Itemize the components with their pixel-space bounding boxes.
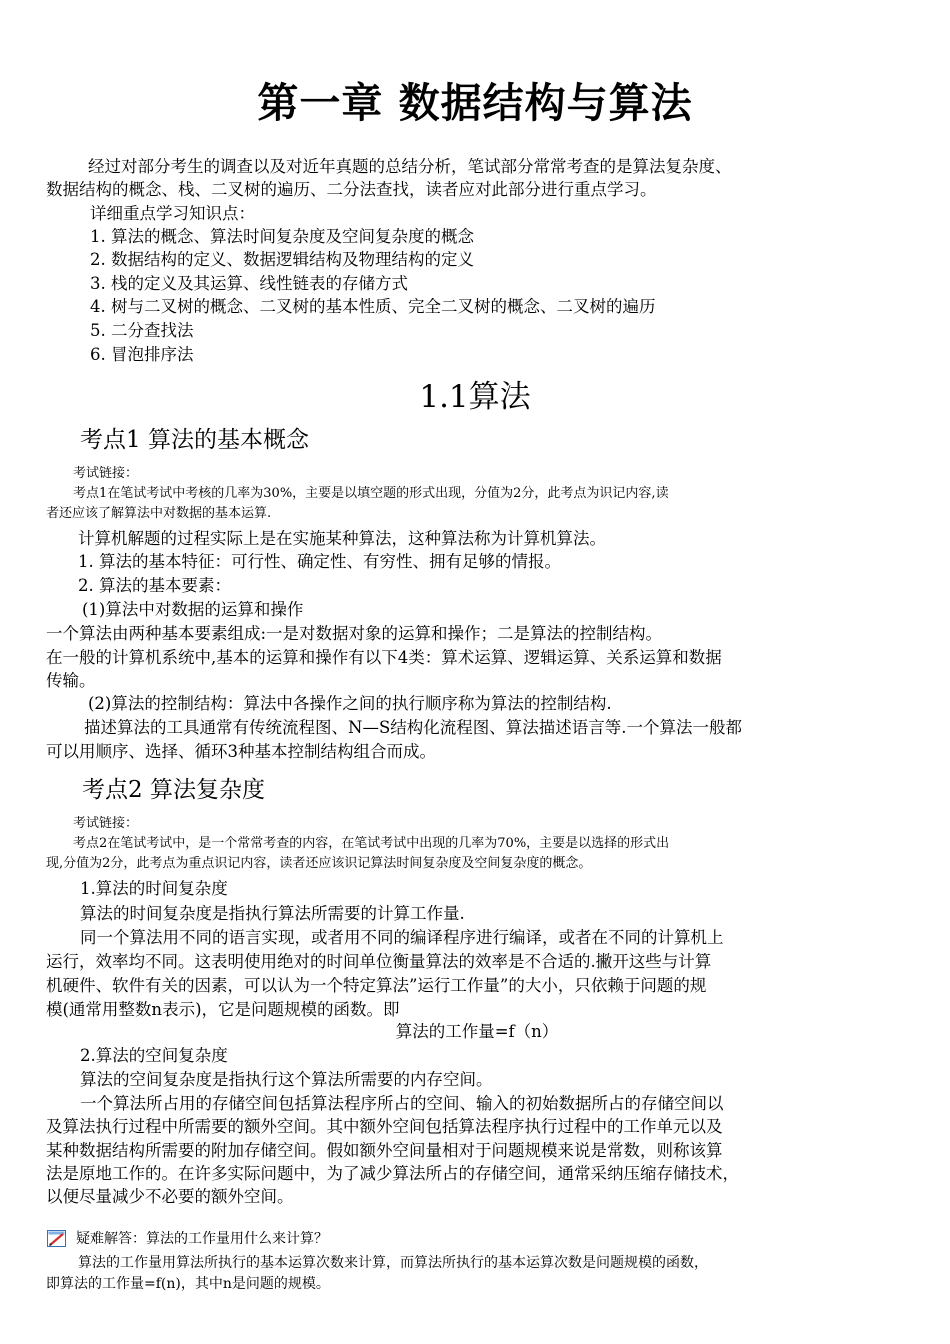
key-point-item: 4. 树与二叉树的概念、二叉树的基本性质、完全二叉树的概念、二叉树的遍历	[90, 297, 656, 316]
kp2-link-text: 现,分值为2分，此考点为重点识记内容，读者还应该识记算法时间复杂度及空间复杂度的概念。	[46, 856, 592, 871]
kp1-paragraph: 描述算法的工具通常有传统流程图、N—S结构化流程图、算法描述语言等.一个算法一般都	[84, 718, 742, 737]
qa-answer: 算法的工作量用算法所执行的基本运算次数来计算，而算法所执行的基本运算次数是问题规模的函数，	[78, 1255, 708, 1271]
formula: 算法的工作量=f（n）	[395, 1022, 559, 1041]
kp1-link-label: 考试链接：	[73, 466, 139, 481]
kp1-link-text: 者还应该了解算法中对数据的基本运算.	[46, 506, 272, 521]
qa-question: 疑难解答：算法的工作量用什么来计算？	[76, 1231, 328, 1247]
kp1-paragraph: 2. 算法的基本要素：	[78, 576, 231, 595]
kp1-paragraph: 计算机解题的过程实际上是在实施某种算法，这种算法称为计算机算法。	[78, 529, 606, 548]
kp1-paragraph: 可以用顺序、选择、循环3种基本控制结构组合而成。	[46, 742, 436, 761]
kp2-paragraph: 一个算法所占用的存储空间包括算法程序所占的空间、输入的初始数据所占的存储空间以	[80, 1094, 724, 1113]
kp2-paragraph: 运行，效率均不同。这表明使用绝对的时间单位衡量算法的效率是不合适的.撇开这些与计算	[46, 952, 712, 971]
kp2-paragraph: 法是原地工作的。在许多实际问题中，为了减少算法所占的存储空间，通常采纳压缩存储技术，	[46, 1164, 739, 1183]
kp2-paragraph: 模(通常用整数n表示)，它是问题规模的函数。即	[46, 1000, 400, 1019]
kp2-paragraph: 及算法执行过程中所需要的额外空间。其中额外空间包括算法程序执行过程中的工作单元以及	[46, 1117, 723, 1136]
kp2-link-text: 考点2在笔试考试中，是一个常常考查的内容，在笔试考试中出现的几率为70%，主要是以选择的形式出	[73, 836, 670, 851]
kp1-paragraph: 在一般的计算机系统中,基本的运算和操作有以下4类：算术运算、逻辑运算、关系运算和数据	[46, 648, 722, 667]
chapter-title: 第一章 数据结构与算法	[257, 79, 693, 127]
kp2-paragraph: 机硬件、软件有关的因素，可以认为一个特定算法”运行工作量”的大小，只依赖于问题的规	[46, 976, 707, 995]
key-points-heading: 详细重点学习知识点：	[90, 204, 255, 223]
kp2-paragraph: 某种数据结构所需要的附加存储空间。假如额外空间量相对于问题规模来说是常数，则称该算	[46, 1141, 723, 1160]
key-point-item: 1. 算法的概念、算法时间复杂度及空间复杂度的概念	[90, 227, 474, 246]
kp1-paragraph: 传输。	[46, 671, 96, 690]
kp2-paragraph: 1.算法的时间复杂度	[80, 879, 228, 898]
kp2-paragraph: 算法的空间复杂度是指执行这个算法所需要的内存空间。	[80, 1070, 493, 1089]
kp2-paragraph: 同一个算法用不同的语言实现，或者用不同的编译程序进行编译，或者在不同的计算机上	[80, 928, 724, 947]
kp1-paragraph: (1)算法中对数据的运算和操作	[82, 600, 304, 619]
key-point-item: 3. 栈的定义及其运算、线性链表的存储方式	[90, 274, 408, 293]
key-point-item: 5. 二分查找法	[90, 321, 194, 340]
kp1-paragraph: 1. 算法的基本特征：可行性、确定性、有穷性、拥有足够的情报。	[78, 552, 561, 571]
section-title: 1.1算法	[419, 379, 531, 415]
kp2-link-label: 考试链接：	[73, 816, 139, 831]
kp1-link-text: 考点1在笔试考试中考核的几率为30%，主要是以填空题的形式出现，分值为2分，此考点为识记内容,读	[73, 486, 669, 501]
qa-answer: 即算法的工作量=f(n)，其中n是问题的规模。	[46, 1276, 330, 1292]
intro-line: 数据结构的概念、栈、二叉树的遍历、二分法查找，读者应对此部分进行重点学习。	[46, 180, 657, 199]
kp2-title: 考点2 算法复杂度	[82, 777, 265, 803]
kp2-paragraph: 以便尽量减少不必要的额外空间。	[46, 1187, 294, 1206]
kp1-title: 考点1 算法的基本概念	[80, 427, 309, 453]
kp2-paragraph: 算法的时间复杂度是指执行算法所需要的计算工作量.	[80, 904, 465, 923]
kp2-paragraph: 2.算法的空间复杂度	[80, 1046, 228, 1065]
intro-line: 经过对部分考生的调查以及对近年真题的总结分析，笔试部分常常考查的是算法复杂度、	[88, 157, 732, 176]
pencil-note-icon	[47, 1230, 66, 1247]
kp1-paragraph: (2)算法的控制结构：算法中各操作之间的执行顺序称为算法的控制结构.	[88, 694, 612, 713]
key-point-item: 6. 冒泡排序法	[90, 345, 194, 364]
kp1-paragraph: 一个算法由两种基本要素组成:一是对数据对象的运算和操作；二是算法的控制结构。	[46, 624, 663, 643]
key-point-item: 2. 数据结构的定义、数据逻辑结构及物理结构的定义	[90, 250, 474, 269]
